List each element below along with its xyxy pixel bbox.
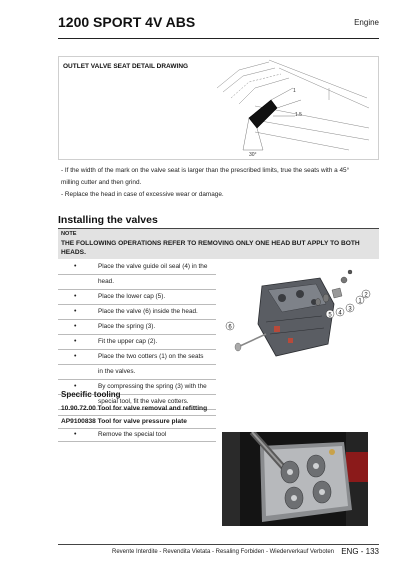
page-title: 1200 SPORT 4V ABS [58, 14, 196, 30]
valve-stem [235, 334, 266, 351]
step-text: Place the valve (6) inside the head. [98, 308, 198, 315]
step-item [58, 365, 216, 380]
remove-step [58, 429, 216, 442]
bullet: • [74, 431, 77, 438]
section-heading: Installing the valves [58, 214, 158, 226]
step-text: Fit the upper cap (2). [98, 338, 158, 345]
figure-title: OUTLET VALVE SEAT DETAIL DRAWING [63, 63, 189, 70]
note-box [58, 229, 379, 259]
angle-label: 30° [249, 152, 257, 158]
paragraph-line-3: - Replace the head in case of excessive wear or damage. [61, 191, 224, 198]
step-text: Place the spring (3). [98, 323, 156, 330]
bullet: • [74, 308, 77, 315]
step-item [58, 260, 216, 275]
step-item [58, 335, 216, 350]
step-text: Place the valve guide oil seal (4) in the [98, 263, 208, 270]
seat-face [249, 100, 277, 128]
step-item [58, 320, 216, 335]
bullet: • [74, 263, 77, 270]
step-item [58, 305, 216, 320]
part-label-3: 3 [348, 306, 352, 313]
step-item [58, 290, 216, 305]
step-text: head. [98, 278, 114, 285]
page-number: ENG - 133 [341, 547, 379, 556]
paragraph-line-1: - If the width of the mark on the valve seat is larger than the prescribed limits, true the seats with a 45° [61, 167, 350, 174]
step-text: Place the two cotters (1) on the seats [98, 353, 204, 360]
valve-seat-drawing [209, 58, 377, 160]
tool-row: 10.90.72.00 Tool for valve removal and refitting [58, 402, 216, 416]
valve-seat-figure [58, 56, 379, 160]
section-name: Engine [354, 18, 379, 27]
part-label-5: 5 [328, 312, 332, 319]
bullet: • [74, 383, 77, 390]
part-label-4: 4 [338, 310, 342, 317]
step-text: special tool, fit the valve cotters. [98, 398, 189, 405]
tool-row: AP9100838 Tool for valve pressure plate [58, 415, 216, 429]
tooling-heading: Specific tooling [61, 390, 121, 399]
step-item [58, 275, 216, 290]
cylinder-head [258, 278, 334, 356]
bullet: • [74, 353, 77, 360]
step-text: Place the lower cap (5). [98, 293, 166, 300]
install-steps-list [58, 260, 216, 410]
header-divider [58, 38, 379, 39]
valve-parts-figure [222, 264, 372, 368]
bullet: • [74, 338, 77, 345]
note-label: NOTE [61, 231, 77, 237]
bullet: • [74, 323, 77, 330]
bullet: • [74, 293, 77, 300]
part-label-1: 1 [358, 298, 362, 305]
part-label-2: 2 [364, 292, 368, 299]
note-text: THE FOLLOWING OPERATIONS REFER TO REMOVING ONLY ONE HEAD BUT APPLY TO BOTH HEADS. [61, 240, 360, 256]
step-text: in the valves. [98, 368, 136, 375]
dim-label-top: 1 [293, 88, 296, 94]
valve-tool-photo [222, 432, 368, 526]
paragraph-line-2: milling cutter and then grind. [61, 179, 142, 186]
part-label-6: 6 [228, 324, 232, 331]
footer-notice: Revente Interdite - Revendita Vietata - Resaling Forbiden - Wiederverkauf Verboten [112, 549, 335, 555]
footer-divider [58, 544, 379, 545]
photo-illustration [222, 432, 368, 526]
remove-step-text: Remove the special tool [98, 431, 167, 438]
dim-label-mid: 1.5 [295, 112, 302, 118]
step-text: By compressing the spring (3) with the [98, 383, 207, 390]
step-item [58, 350, 216, 365]
